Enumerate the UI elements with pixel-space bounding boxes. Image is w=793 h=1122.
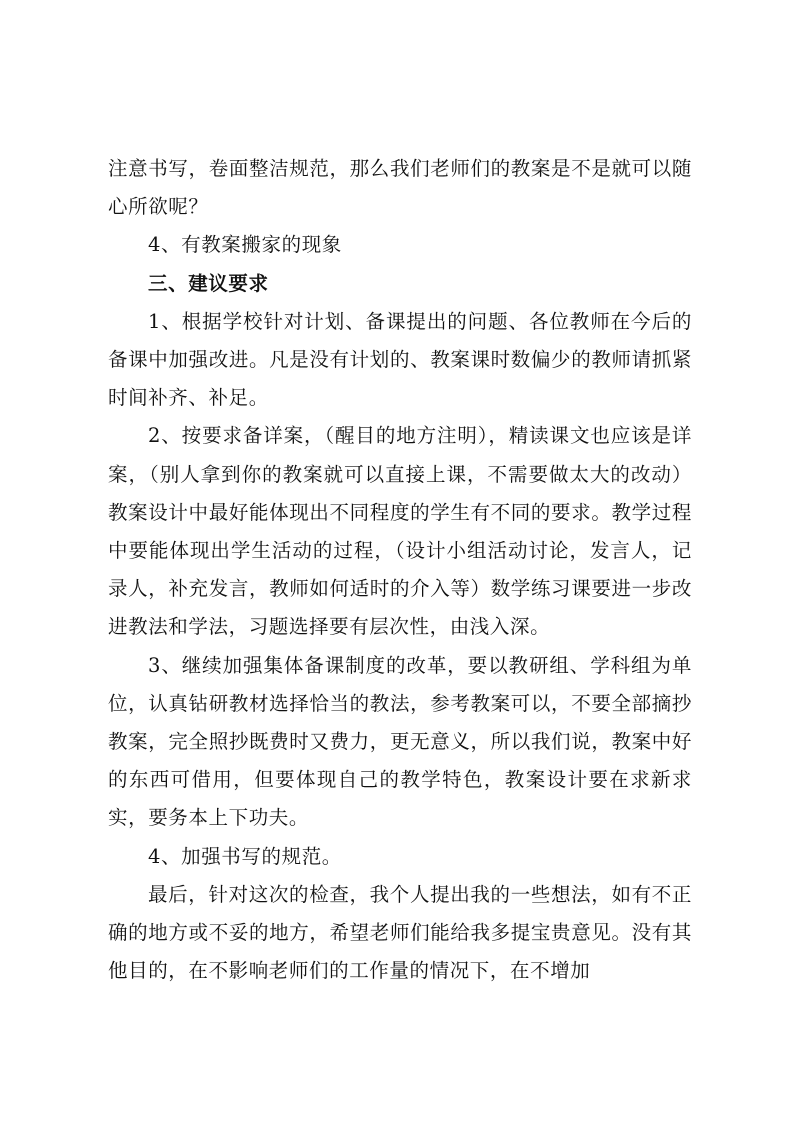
paragraph-item-4-problem: 4、有教案搬家的现象 <box>148 233 342 257</box>
section-heading-suggestions: 三、建议要求 <box>148 271 269 295</box>
paragraph-suggestion-2: 2、按要求备详案，（醒目的地方注明），精读课文也应该是详案，（别人拿到你的教案就可以直接上课，不需要做太大的改动）教案设计中最好能体现出不同程度的学生有不同的要求。教学过程中要能体现出学生活动的过程，（设计小组活动讨论，发言人，记录人，补充发言，教师如何适时的介入等）数学练习课要进一步改进教法和学法，习题选择要有层次性，由浅入深。 <box>108 424 692 639</box>
paragraph-suggestion-1: 1、根据学校针对计划、备课提出的问题、各位教师在今后的备课中加强改进。凡是没有计划的、教案课时数偏少的教师请抓紧时间补齐、补足。 <box>108 309 692 410</box>
paragraph-closing: 最后，针对这次的检查，我个人提出我的一些想法，如有不正确的地方或不妥的地方，希望老师们能给我多提宝贵意见。没有其他目的，在不影响老师们的工作量的情况下，在不增加 <box>108 882 692 983</box>
paragraph-continuation: 注意书写，卷面整洁规范，那么我们老师们的教案是不是就可以随心所欲呢？ <box>108 157 692 219</box>
document-body <box>108 150 692 990</box>
paragraph-suggestion-3: 3、继续加强集体备课制度的改革，要以教研组、学科组为单位，认真钻研教材选择恰当的教法，参考教案可以，不要全部摘抄教案，完全照抄既费时又费力，更无意义，所以我们说，教案中好的东西可借用，但要体现自己的教学特色，教案设计要在求新求实，要务本上下功夫。 <box>108 653 692 830</box>
paragraph-suggestion-4: 4、加强书写的规范。 <box>148 844 342 868</box>
